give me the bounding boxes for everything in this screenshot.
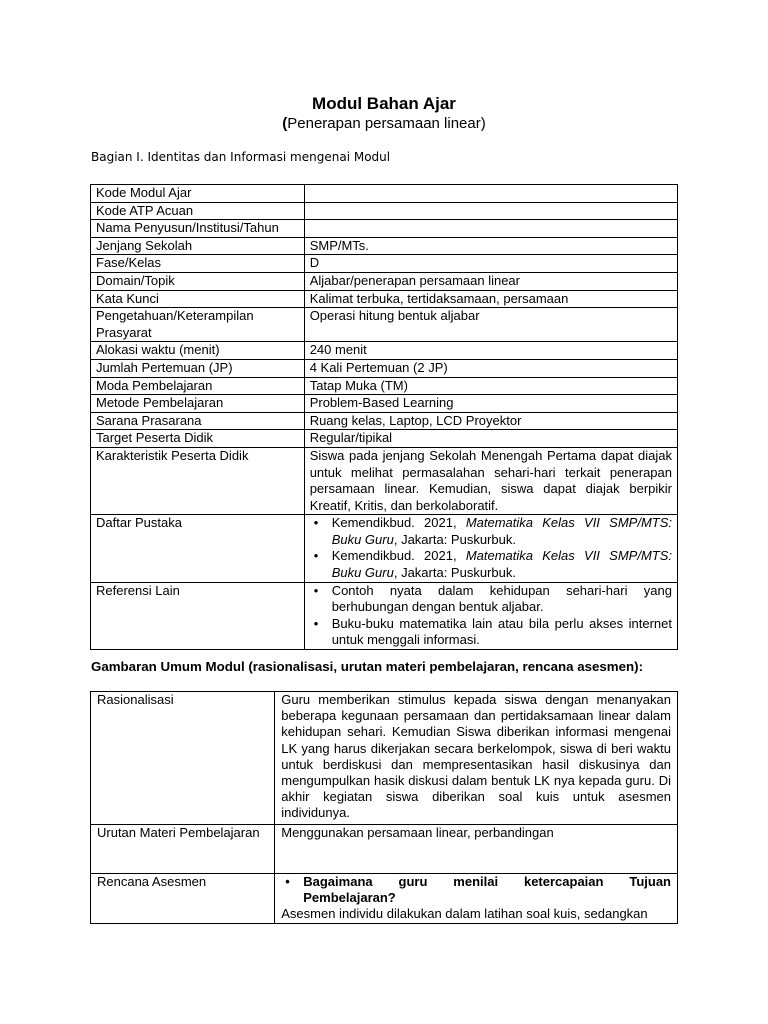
table-row <box>91 359 678 377</box>
row-value-kode-atp <box>304 202 677 220</box>
row-value-moda: Tatap Muka (TM) <box>304 377 677 395</box>
row-label-sarana: Sarana Prasarana <box>91 412 305 430</box>
row-label-prasyarat: Pengetahuan/Keterampilan Prasyarat <box>91 308 305 342</box>
row-value-referensi <box>304 582 677 649</box>
table-row <box>91 412 678 430</box>
table-row <box>91 185 678 203</box>
row-value-domain: Aljabar/penerapan persamaan linear <box>304 272 677 290</box>
row-label-pustaka: Daftar Pustaka <box>91 515 305 582</box>
list-item: • Kemendikbud. 2021, Matematika Kelas VII SMP/MTS: Buku Guru, Jakarta: Puskurbuk. <box>310 515 672 548</box>
table-row <box>91 874 678 924</box>
table-row <box>91 377 678 395</box>
row-label-referensi: Referensi Lain <box>91 582 305 649</box>
list-item: • Kemendikbud. 2021, Matematika Kelas VII SMP/MTS: Buku Guru, Jakarta: Puskurbuk. <box>310 548 672 581</box>
pustaka-list <box>310 515 672 581</box>
list-item: • Contoh nyata dalam kehidupan sehari-hari yang berhubungan dengan bentuk aljabar. <box>310 583 672 616</box>
row-value-kata-kunci: Kalimat terbuka, tertidaksamaan, persamaan <box>304 290 677 308</box>
table-row <box>91 395 678 413</box>
row-label-moda: Moda Pembelajaran <box>91 377 305 395</box>
asesmen-list <box>281 874 671 906</box>
table-row <box>91 515 678 582</box>
table-row <box>91 290 678 308</box>
row-label-alokasi: Alokasi waktu (menit) <box>91 342 305 360</box>
row-label-karakteristik: Karakteristik Peserta Didik <box>91 447 305 514</box>
document-title: Modul Bahan Ajar <box>312 94 456 113</box>
row-value-sarana: Ruang kelas, Laptop, LCD Proyektor <box>304 412 677 430</box>
book-title: Matematika Kelas VII SMP/MTS: Buku Guru <box>331 515 672 547</box>
row-label-kode-atp: Kode ATP Acuan <box>91 202 305 220</box>
document-subtitle <box>0 115 768 132</box>
table-row <box>91 308 678 342</box>
row-value-pertemuan: 4 Kali Pertemuan (2 JP) <box>304 359 677 377</box>
row-value-prasyarat: Operasi hitung bentuk aljabar <box>304 308 677 342</box>
table-row <box>91 447 678 514</box>
row-label-pertemuan: Jumlah Pertemuan (JP) <box>91 359 305 377</box>
section-2-heading: Gambaran Umum Modul (rasionalisasi, urutan materi pembelajaran, rencana asesmen): <box>91 659 643 674</box>
table-row <box>91 255 678 273</box>
table-row <box>91 272 678 290</box>
row-value-jenjang: SMP/MTs. <box>304 237 677 255</box>
table-row <box>91 342 678 360</box>
table-row <box>91 202 678 220</box>
row-label-rasionalisasi: Rasionalisasi <box>91 692 275 825</box>
row-label-kata-kunci: Kata Kunci <box>91 290 305 308</box>
row-label-kode-modul: Kode Modul Ajar <box>91 185 305 203</box>
row-label-target: Target Peserta Didik <box>91 430 305 448</box>
section-1-heading: Bagian I. Identitas dan Informasi mengenai Modul <box>91 150 391 164</box>
row-label-penyusun: Nama Penyusun/Institusi/Tahun <box>91 220 305 238</box>
table-row <box>91 825 678 874</box>
row-value-kode-modul <box>304 185 677 203</box>
subtitle-paren: ( <box>282 115 288 132</box>
row-value-target: Regular/tipikal <box>304 430 677 448</box>
row-label-domain: Domain/Topik <box>91 272 305 290</box>
table-row <box>91 220 678 238</box>
asesmen-text: Asesmen individu dilakukan dalam latihan soal kuis, sedangkan <box>281 906 648 922</box>
table-row <box>91 430 678 448</box>
subtitle-text: Penerapan persamaan linear) <box>287 115 486 132</box>
table-row <box>91 692 678 825</box>
row-label-asesmen: Rencana Asesmen <box>91 874 275 924</box>
row-value-karakteristik: Siswa pada jenjang Sekolah Menengah Pertama dapat diajak untuk melihat permasalahan sehari-hari terkait penerapan persamaan linear. Kemudian, siswa dapat diajak berpikir Kreatif, Kritis, dan berkolaboratif. <box>304 447 677 514</box>
list-item: • Bagaimana guru menilai ketercapaian Tujuan Pembelajaran? <box>281 874 671 906</box>
row-value-penyusun <box>304 220 677 238</box>
table-row <box>91 237 678 255</box>
row-value-urutan: Menggunakan persamaan linear, perbandingan <box>275 825 678 874</box>
row-label-metode: Metode Pembelajaran <box>91 395 305 413</box>
referensi-list <box>310 583 672 649</box>
book-title: Matematika Kelas VII SMP/MTS: Buku Guru <box>331 548 672 581</box>
row-value-pustaka <box>304 515 677 582</box>
row-value-asesmen <box>275 874 678 924</box>
list-item: • Buku-buku matematika lain atau bila perlu akses internet untuk menggali informasi. <box>310 616 672 649</box>
row-value-alokasi: 240 menit <box>304 342 677 360</box>
row-label-jenjang: Jenjang Sekolah <box>91 237 305 255</box>
row-label-fase: Fase/Kelas <box>91 255 305 273</box>
row-value-rasionalisasi: Guru memberikan stimulus kepada siswa dengan menanyakan beberapa kegunaan persamaan dan pertidaksamaan linear dalam kehidupan sehari. Kemudian Siswa diberikan informasi mengenai LK yang harus dikerjakan secara berkelompok, siswa di beri waktu untuk berdiskusi dan mempresentasikan hasil diskusinya dan mengumpulkan hasik diskusi dalam bentuk LK nya kepada guru. Di akhir kegiatan siswa diberikan soal kuis untuk asesmen individunya. <box>275 692 678 825</box>
row-value-metode: Problem-Based Learning <box>304 395 677 413</box>
table-row <box>91 582 678 649</box>
row-value-fase: D <box>304 255 677 273</box>
identitas-table <box>90 184 678 650</box>
row-label-urutan: Urutan Materi Pembelajaran <box>91 825 275 874</box>
gambaran-table <box>90 691 678 924</box>
